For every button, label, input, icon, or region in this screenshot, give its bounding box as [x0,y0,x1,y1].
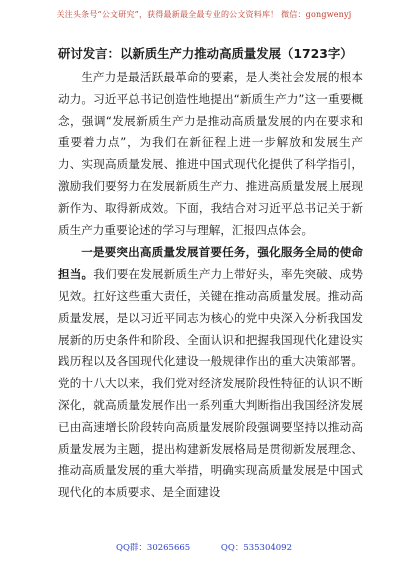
footer-qq-group: QQ群：30265665 [115,543,191,553]
document-title: 研讨发言：以新质生产力推动高质量发展（1723字） [58,46,353,61]
footer-qq: QQ：535304092 [220,543,292,553]
intro-paragraph: 生产力是最活跃最革命的要素，是人类社会发展的根本动力。习近平总书记创造性地提出“新质生产力”这一重要概念，强调“发展新质生产力是推动高质量发展的内在要求和重要着力点”，为我们在新征程上进一步解放和发展生产力、实现高质量发展、推进中国式现代化提供了科学指引，激励我们要努力在发展新质生产力、推进高质量发展上展现新作为、取得新成效。下面，我结合对习近平总书记关于新质生产力重要论述的学习与理解，汇报四点体会。 [58,70,363,237]
header-promo-text: 关注头条号“公文研究”，获得最新最全最专业的公文资料库！ 微信：gongwenyj [56,10,352,19]
document-body [58,44,363,504]
section-one-lead: 一是要突出高质量发展首要任务，强化服务全局的使命担当。 [58,245,363,282]
section-one-body: 我们要在发展新质生产力上带好头，率先突破、成势见效。扛好这些重大责任，关键在推动高质量发展。推动高质量发展，是以习近平同志为核心的党中央深入分析我国发展新的历史条件和阶段、全面认识和把握我国现代化建设实践历程以及各国现代化建设一般规律作出的重大决策部署。党的十八大以来，我们党对经济发展阶段性特征的认识不断深化，就高质量发展作出一系列重大判断指出我国经济发展已由高速增长阶段转向高质量发展阶段强调要坚持以推动高质量发展为主题，提出构建新发展格局是贯彻新发展理念、推动高质量发展的重大举措，明确实现高质量发展是中国式现代化的本质要求、是全面建设 [58,267,363,500]
section-one-paragraph [58,242,363,504]
footer-contact [0,541,408,553]
